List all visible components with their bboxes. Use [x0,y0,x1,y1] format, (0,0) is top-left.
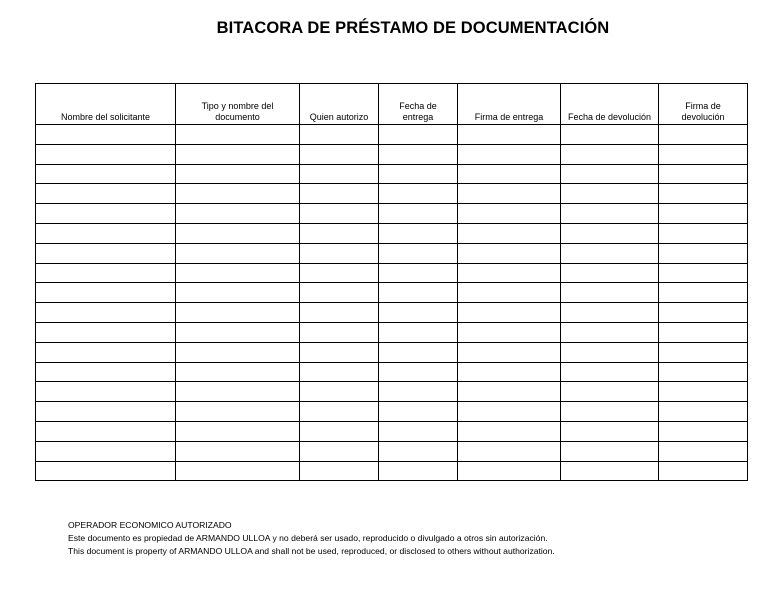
table-cell[interactable] [176,362,300,382]
table-cell[interactable] [458,164,561,184]
table-cell[interactable] [659,421,748,441]
table-cell[interactable] [176,421,300,441]
table-row [36,441,748,461]
table-cell[interactable] [458,402,561,422]
table-cell[interactable] [379,441,458,461]
table-cell[interactable] [176,342,300,362]
table-cell[interactable] [659,184,748,204]
footer-spanish-disclaimer: Este documento es propiedad de ARMANDO ULLOA y no deberá ser usado, reproducido o divulgado a otros sin autorización. [68,533,548,544]
table-cell[interactable] [659,303,748,323]
table-cell[interactable] [561,223,659,243]
table-cell[interactable] [458,322,561,342]
table-cell[interactable] [300,461,379,481]
table-cell[interactable] [379,164,458,184]
table-cell[interactable] [300,322,379,342]
table-cell[interactable] [379,184,458,204]
table-cell[interactable] [36,461,176,481]
table-cell[interactable] [379,362,458,382]
column-header-firma-entrega: Firma de entrega [458,84,561,125]
table-row [36,362,748,382]
table-row [36,125,748,145]
table-cell[interactable] [36,125,176,145]
table-cell[interactable] [458,144,561,164]
table-cell[interactable] [379,342,458,362]
table-cell[interactable] [561,204,659,224]
table-cell[interactable] [36,421,176,441]
table-cell[interactable] [379,322,458,342]
table-cell[interactable] [300,223,379,243]
table-cell[interactable] [300,164,379,184]
table-cell[interactable] [36,382,176,402]
column-header-fecha-devolucion: Fecha de devolución [561,84,659,125]
table-cell[interactable] [659,144,748,164]
table-row [36,421,748,441]
table-cell[interactable] [300,362,379,382]
table-cell[interactable] [659,402,748,422]
table-cell[interactable] [561,342,659,362]
table-row [36,322,748,342]
table-cell[interactable] [659,362,748,382]
table-cell[interactable] [561,263,659,283]
table-row [36,402,748,422]
table-cell[interactable] [176,263,300,283]
table-cell[interactable] [659,125,748,145]
table-cell[interactable] [458,243,561,263]
table-row [36,164,748,184]
table-cell[interactable] [561,362,659,382]
table-cell[interactable] [659,204,748,224]
table-cell[interactable] [659,342,748,362]
table-cell[interactable] [458,342,561,362]
table-cell[interactable] [36,322,176,342]
table-cell[interactable] [561,461,659,481]
table-cell[interactable] [176,243,300,263]
table-cell[interactable] [379,461,458,481]
document-title: BITACORA DE PRÉSTAMO DE DOCUMENTACIÓN [216,19,610,37]
column-header-fecha-entrega: Fecha de entrega [379,84,458,125]
table-body [36,125,748,481]
table-cell[interactable] [561,125,659,145]
table-cell[interactable] [300,184,379,204]
table-cell[interactable] [36,283,176,303]
table-cell[interactable] [458,382,561,402]
table-cell[interactable] [659,441,748,461]
table-cell[interactable] [458,362,561,382]
table-cell[interactable] [36,441,176,461]
table-cell[interactable] [458,223,561,243]
table-cell[interactable] [379,223,458,243]
table-cell[interactable] [561,283,659,303]
table-header-row [36,84,748,125]
table-cell[interactable] [458,283,561,303]
table-row [36,204,748,224]
footer-notice [68,519,555,559]
table-cell[interactable] [659,461,748,481]
column-header-solicitante: Nombre del solicitante [36,84,176,125]
footer-english-disclaimer: This document is property of ARMANDO ULLOA and shall not be used, reproduced, or disclosed to others without authorization. [68,546,555,557]
table-cell[interactable] [176,283,300,303]
loan-log-table [35,83,748,481]
table-row [36,283,748,303]
table-cell[interactable] [36,243,176,263]
table-cell[interactable] [176,223,300,243]
table-row [36,382,748,402]
column-header-firma-devolucion: Firma de devolución [659,84,748,125]
table-cell[interactable] [300,125,379,145]
table-cell[interactable] [176,184,300,204]
table-cell[interactable] [176,204,300,224]
table-cell[interactable] [36,263,176,283]
table-cell[interactable] [458,204,561,224]
table-cell[interactable] [659,283,748,303]
table-cell[interactable] [659,164,748,184]
table-cell[interactable] [36,144,176,164]
table-cell[interactable] [36,223,176,243]
table-cell[interactable] [379,382,458,402]
table-cell[interactable] [458,441,561,461]
table-cell[interactable] [561,144,659,164]
table-cell[interactable] [300,402,379,422]
table-cell[interactable] [300,144,379,164]
table-cell[interactable] [300,441,379,461]
table-row [36,461,748,481]
table-row [36,223,748,243]
table-cell[interactable] [300,243,379,263]
column-header-tipo-documento: Tipo y nombre del documento [176,84,300,125]
table-cell[interactable] [379,125,458,145]
table-cell[interactable] [659,322,748,342]
table-cell[interactable] [458,421,561,441]
table-cell[interactable] [176,402,300,422]
footer-operator-line: OPERADOR ECONOMICO AUTORIZADO [68,520,232,530]
table-cell[interactable] [379,421,458,441]
table-cell[interactable] [176,125,300,145]
table-cell[interactable] [561,243,659,263]
table-cell[interactable] [659,243,748,263]
table-cell[interactable] [36,362,176,382]
table-cell[interactable] [176,164,300,184]
table-cell[interactable] [36,402,176,422]
table-cell[interactable] [36,342,176,362]
table-row [36,243,748,263]
table-cell[interactable] [458,184,561,204]
table-cell[interactable] [379,402,458,422]
table-cell[interactable] [659,382,748,402]
table-row [36,342,748,362]
column-header-quien-autorizo: Quien autorizo [300,84,379,125]
table-cell[interactable] [300,283,379,303]
table-cell[interactable] [458,303,561,323]
table-cell[interactable] [176,461,300,481]
table-cell[interactable] [300,382,379,402]
table-cell[interactable] [561,402,659,422]
table-cell[interactable] [561,441,659,461]
table-cell[interactable] [561,303,659,323]
table-cell[interactable] [176,303,300,323]
table-cell[interactable] [176,441,300,461]
table-cell[interactable] [379,144,458,164]
table-cell[interactable] [36,184,176,204]
table-cell[interactable] [379,204,458,224]
table-cell[interactable] [379,303,458,323]
table-cell[interactable] [176,322,300,342]
table-cell[interactable] [659,263,748,283]
table-cell[interactable] [458,125,561,145]
table-cell[interactable] [379,263,458,283]
table-cell[interactable] [379,243,458,263]
table-cell[interactable] [458,461,561,481]
table-row [36,303,748,323]
table-cell[interactable] [300,303,379,323]
table-cell[interactable] [300,204,379,224]
table-row [36,144,748,164]
table-cell[interactable] [36,164,176,184]
table-cell[interactable] [176,382,300,402]
table-cell[interactable] [300,421,379,441]
table-row [36,184,748,204]
table-cell[interactable] [379,283,458,303]
table-cell[interactable] [176,144,300,164]
table-cell[interactable] [561,184,659,204]
table-cell[interactable] [36,204,176,224]
table-cell[interactable] [561,421,659,441]
table-cell[interactable] [561,164,659,184]
table-cell[interactable] [561,382,659,402]
table-cell[interactable] [561,322,659,342]
table-cell[interactable] [659,223,748,243]
table-row [36,263,748,283]
table-cell[interactable] [36,303,176,323]
table-cell[interactable] [300,263,379,283]
table-cell[interactable] [458,263,561,283]
table-cell[interactable] [300,342,379,362]
